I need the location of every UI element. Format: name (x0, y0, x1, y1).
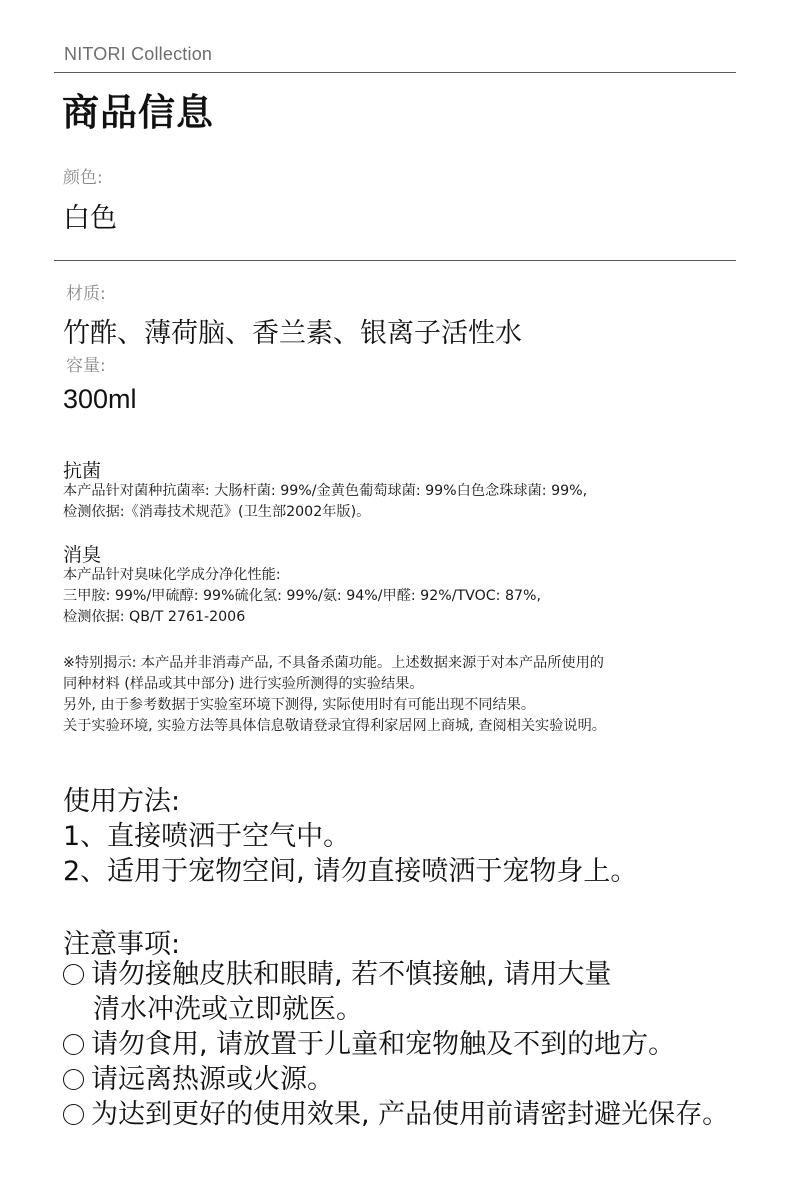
color-value: 白色 (63, 203, 117, 234)
note-line: 另外, 由于参考数据于实验室环境下测得, 实际使用时有可能出现不同结果。 (63, 697, 536, 713)
deodorant-line: 三甲胺: 99%/甲硫醇: 99%硫化氢: 99%/氨: 94%/甲醛: 92%/TVOC: 87%, (63, 588, 542, 604)
note-line: ※特别揭示: 本产品并非消毒产品, 不具备杀菌功能。上述数据来源于对本产品所使用的 (63, 655, 604, 671)
usage-step: 2、适用于宠物空间, 请勿直接喷洒于宠物身上。 (63, 856, 638, 887)
caution-text: 为达到更好的使用效果, 产品使用前请密封避光保存。 (91, 1099, 730, 1130)
capacity-label: 容量: (66, 356, 106, 376)
caution-text: 请勿接触皮肤和眼睛, 若不慎接触, 请用大量 (91, 959, 612, 990)
note-line: 关于实验环境, 实验方法等具体信息敬请登录宜得利家居网上商城, 查阅相关实验说明。 (63, 718, 606, 734)
caution-text: 请远离热源或火源。 (91, 1064, 334, 1095)
antibacterial-line: 检测依据:《消毒技术规范》(卫生部2002年版)。 (63, 504, 371, 520)
caution-item (63, 1027, 729, 1062)
cautions-list (63, 957, 729, 1132)
caution-text: 清水冲洗或立即就医。 (93, 994, 363, 1025)
special-note (63, 653, 606, 737)
capacity-value: 300ml (63, 384, 137, 414)
circle-icon (63, 1104, 84, 1125)
caution-text: 请勿食用, 请放置于儿童和宠物触及不到的地方。 (91, 1029, 676, 1060)
caution-item (63, 1062, 729, 1097)
circle-icon (63, 1069, 84, 1090)
usage-title: 使用方法: (63, 786, 181, 817)
material-value: 竹酢、薄荷脑、香兰素、银离子活性水 (63, 318, 522, 349)
antibacterial-line: 本产品针对菌种抗菌率: 大肠杆菌: 99%/金黄色葡萄球菌: 99%白色念珠球菌: 99%, (63, 483, 588, 499)
circle-icon (63, 1034, 84, 1055)
note-line: 同种材料 (样品或其中部分) 进行实验所测得的实验结果。 (63, 676, 424, 692)
antibacterial-details (63, 481, 587, 523)
page-title: 商品信息 (62, 91, 214, 134)
deodorant-title: 消臭 (63, 544, 102, 566)
deodorant-line: 本产品针对臭味化学成分净化性能: (63, 567, 281, 583)
usage-step: 1、直接喷洒于空气中。 (63, 821, 351, 852)
section-divider (54, 260, 736, 261)
brand-name: NITORI Collection (64, 44, 213, 64)
cautions-title: 注意事项: (63, 929, 181, 960)
material-label: 材质: (66, 284, 106, 304)
caution-item-continued (63, 992, 729, 1027)
caution-item (63, 957, 729, 992)
deodorant-details (63, 565, 541, 628)
caution-item (63, 1097, 729, 1132)
circle-icon (63, 964, 84, 985)
antibacterial-title: 抗菌 (63, 460, 102, 482)
deodorant-line: 检测依据: QB/T 2761-2006 (63, 609, 246, 625)
color-label: 颜色: (63, 168, 103, 188)
top-divider (54, 72, 736, 73)
